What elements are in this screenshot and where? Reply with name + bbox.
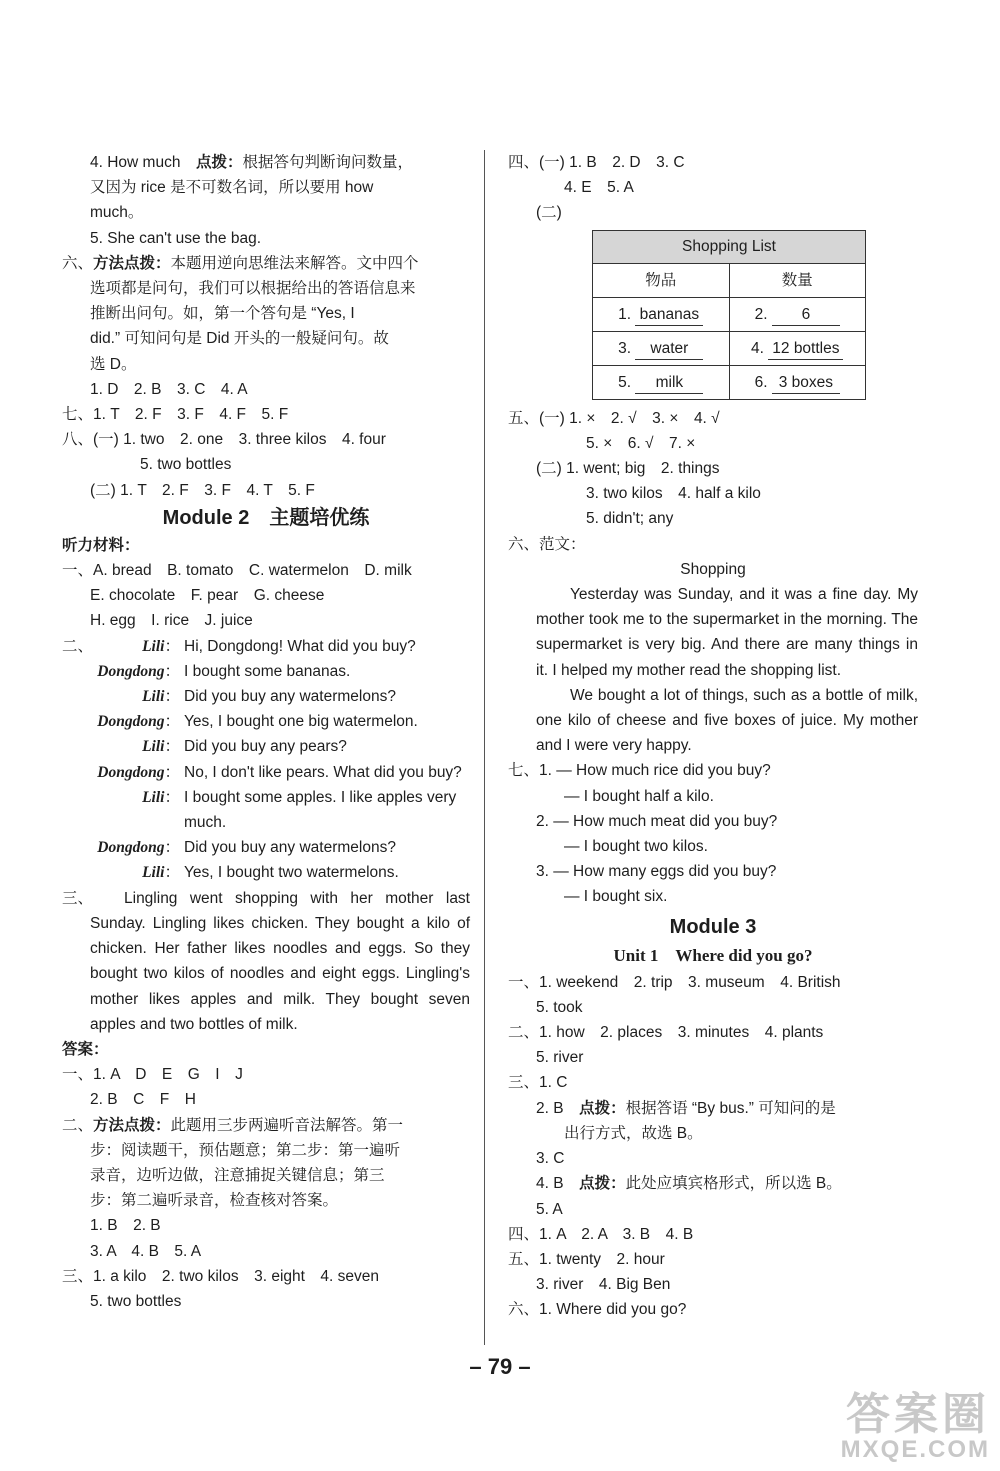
- table-cell: 3. water: [593, 332, 729, 365]
- module1-answers-continued: [62, 150, 470, 503]
- answer-line: 2. — How much meat did you buy?: [536, 812, 778, 830]
- answer-line: 2. B C F H: [90, 1091, 196, 1109]
- listening-materials-label: 听力材料：: [62, 536, 140, 554]
- answer-line: — I bought six.: [564, 888, 668, 906]
- utterance: Did you buy any watermelons?: [184, 839, 396, 857]
- essay-title: Shopping: [680, 560, 746, 578]
- answer-line: 5. two bottles: [140, 456, 232, 474]
- answer-line: 5. took: [536, 998, 583, 1016]
- speaker-name: Lili ：: [62, 785, 184, 835]
- q3-label: 三、: [62, 889, 94, 907]
- essay-paragraph-1: Yesterday was Sunday, and it was a fine day. My mother took me to the supermarket in the morning. The supermarket is very big. And there are many things in it. I helped my mother read the shopping list.: [536, 586, 918, 679]
- answer-line: 二、1. how 2. places 3. minutes 4. plants: [508, 1024, 824, 1042]
- answer-line: 一、1. A D E G I J: [62, 1066, 243, 1084]
- table-row: [593, 298, 865, 332]
- dialogue-line: [62, 860, 470, 885]
- utterance: I bought some apples. I like apples very much.: [184, 788, 457, 832]
- q2-label: 二、: [62, 637, 94, 655]
- listening-line: E. chocolate F. pear G. cheese: [90, 587, 325, 605]
- answer-line: 八、(一) 1. two 2. one 3. three kilos 4. four: [62, 431, 386, 449]
- dialogue-line: [62, 734, 470, 759]
- answer-line: 六、范文：: [508, 535, 586, 553]
- utterance: Yes, I bought one big watermelon.: [184, 713, 418, 731]
- utterance: Did you buy any pears?: [184, 738, 347, 756]
- answer-line: 六、1. Where did you go?: [508, 1301, 687, 1319]
- answer-line: 录音，边听边做，注意捕捉关键信息；第三: [90, 1166, 385, 1184]
- speaker-name: Lili ：: [62, 684, 184, 709]
- answer-line: 步：阅读题干，预估题意；第二步：第一遍听: [90, 1141, 401, 1159]
- left-column: [62, 150, 470, 1314]
- answer-line: 5. two bottles: [90, 1292, 182, 1310]
- answer-line: 选 D。: [90, 355, 137, 373]
- listening-q2: [62, 634, 470, 886]
- table-row: [593, 366, 865, 399]
- listening-q3: [62, 886, 470, 1037]
- dialogue-line: [62, 684, 470, 709]
- answer-line: 5. river: [536, 1049, 584, 1067]
- answer-line: 四、1. A 2. A 3. B 4. B: [508, 1225, 694, 1243]
- q4-answers: [508, 150, 918, 226]
- speaker-name: Lili ：: [62, 634, 184, 659]
- answer-line: 三、1. a kilo 2. two kilos 3. eight 4. seven: [62, 1267, 380, 1285]
- answer-line: 一、1. weekend 2. trip 3. museum 4. British: [508, 973, 841, 991]
- dialogue-line: [62, 760, 470, 785]
- table-cell: 4. 12 bottles: [729, 332, 866, 365]
- dialogue-line: [62, 659, 470, 684]
- table-header: 数量: [729, 264, 866, 297]
- answer-line: 又因为 rice 是不可数名词，所以要用 how: [90, 179, 374, 197]
- module2-answers: [62, 1062, 470, 1314]
- module3-heading: Module 3: [669, 915, 757, 938]
- right-column: [508, 150, 918, 1323]
- speaker-name: Lili ：: [62, 860, 184, 885]
- answer-line: 4. B 点拨：此处应填宾格形式，所以选 B。: [536, 1175, 842, 1193]
- table-header: 物品: [645, 271, 677, 289]
- answer-line: 七、1. T 2. F 3. F 4. F 5. F: [62, 406, 289, 424]
- table-cell: 5. milk: [593, 366, 729, 399]
- answer-line: (二) 1. T 2. F 3. F 4. T 5. F: [90, 481, 315, 499]
- answer-line: 4. How much 点拨：根据答句判断询问数量，: [90, 154, 413, 171]
- answer-line: 3. A 4. B 5. A: [90, 1242, 202, 1260]
- speaker-name: Dongdong ：: [62, 760, 184, 785]
- module3-answers: [508, 970, 918, 1323]
- dialogue-line: [62, 634, 470, 659]
- answer-line: did.” 可知问句是 Did 开头的一般疑问句。故: [90, 330, 389, 348]
- answer-line: much。: [90, 204, 144, 222]
- answer-line: 步：第二遍听录音，检查核对答案。: [90, 1192, 339, 1210]
- utterance: I bought some bananas.: [184, 662, 351, 680]
- answer-line: 4. E 5. A: [564, 179, 634, 197]
- utterance: Yes, I bought two watermelons.: [184, 864, 399, 882]
- answer-line: (二) 1. went; big 2. things: [536, 460, 720, 478]
- page-number: – 79 –: [469, 1354, 531, 1379]
- q5-q6-answers: [508, 406, 918, 557]
- answer-line: 推断出问句。如，第一个答句是 “Yes, I: [90, 305, 355, 323]
- answer-line: 五、(一) 1. × 2. √ 3. × 4. √: [508, 409, 720, 427]
- dialogue-line: [62, 785, 470, 835]
- q3-text: Lingling went shopping with her mother last Sunday. Lingling likes chicken. They bought a kilo of chicken. Her father likes noodles and eggs. So they bought two kilos of noodles and eight eggs. Lingling's mother likes apples and milk. They bought seven apples and two bottles of milk.: [90, 889, 470, 1033]
- table-header-row: [593, 264, 865, 298]
- dialogue-line: [62, 835, 470, 860]
- answer-line: 七、1. — How much rice did you buy?: [508, 762, 771, 780]
- answer-line: 四、(一) 1. B 2. D 3. C: [508, 154, 685, 171]
- answer-line: 五、1. twenty 2. hour: [508, 1250, 665, 1268]
- table-title: Shopping List: [593, 231, 865, 264]
- speaker-name: Dongdong ：: [62, 659, 184, 684]
- table-cell: 6. 3 boxes: [729, 366, 866, 399]
- speaker-name: Dongdong ：: [62, 835, 184, 860]
- answer-line: 5. A: [536, 1200, 563, 1218]
- answer-line: 三、1. C: [508, 1074, 568, 1092]
- answer-line: (二): [536, 204, 562, 222]
- listening-q1: [62, 558, 470, 634]
- answer-line: 1. B 2. B: [90, 1217, 161, 1235]
- answer-line: 3. river 4. Big Ben: [536, 1276, 671, 1294]
- watermark-logo: 答案圈 MXQE.COM: [840, 1390, 990, 1463]
- answer-line: 六、方法点拨：本题用逆向思维法来解答。文中四个: [62, 254, 419, 272]
- utterance: No, I don't like pears. What did you buy?: [184, 763, 462, 781]
- table-cell: 1. bananas: [593, 298, 729, 331]
- listening-line: H. egg I. rice J. juice: [90, 612, 253, 630]
- answer-line: 5. She can't use the bag.: [90, 229, 261, 247]
- unit1-heading: Unit 1 Where did you go?: [613, 945, 813, 965]
- utterance: Did you buy any watermelons?: [184, 688, 396, 706]
- utterance: Hi, Dongdong! What did you buy?: [184, 637, 416, 655]
- speaker-name: Dongdong ：: [62, 709, 184, 734]
- answer-line: 3. C: [536, 1150, 565, 1168]
- column-divider: [484, 150, 485, 1345]
- listening-line: 一、A. bread B. tomato C. watermelon D. milk: [62, 562, 412, 580]
- speaker-name: Lili ：: [62, 734, 184, 759]
- answer-line: — I bought two kilos.: [564, 838, 708, 856]
- answer-line: 2. B 点拨：根据答语 “By bus.” 可知问的是: [536, 1099, 836, 1117]
- shopping-list-table: [592, 230, 866, 400]
- table-row: [593, 332, 865, 366]
- answer-line: 3. — How many eggs did you buy?: [536, 863, 777, 881]
- module2-heading: Module 2 主题培优练: [162, 506, 370, 529]
- answer-line: 出行方式，故选 B。: [564, 1124, 703, 1142]
- answer-line: 选项都是问句，我们可以根据给出的答语信息来: [90, 280, 416, 298]
- answer-line: 3. two kilos 4. half a kilo: [586, 485, 761, 503]
- answer-line: 5. didn't; any: [586, 510, 674, 528]
- dialogue: [62, 634, 470, 886]
- answer-line: — I bought half a kilo.: [564, 787, 714, 805]
- answer-line: 5. × 6. √ 7. ×: [586, 434, 696, 452]
- answer-line: 1. D 2. B 3. C 4. A: [90, 380, 248, 398]
- essay-paragraph-2: We bought a lot of things, such as a bottle of milk, one kilo of cheese and five boxes of juice. My mother and I were very happy.: [536, 686, 918, 755]
- table-cell: 2. 6: [729, 298, 866, 331]
- answers-label: 答案：: [62, 1040, 109, 1058]
- answer-line: 二、方法点拨：此题用三步两遍听音法解答。第一: [62, 1116, 404, 1134]
- q7-answers: [508, 758, 918, 909]
- dialogue-line: [62, 709, 470, 734]
